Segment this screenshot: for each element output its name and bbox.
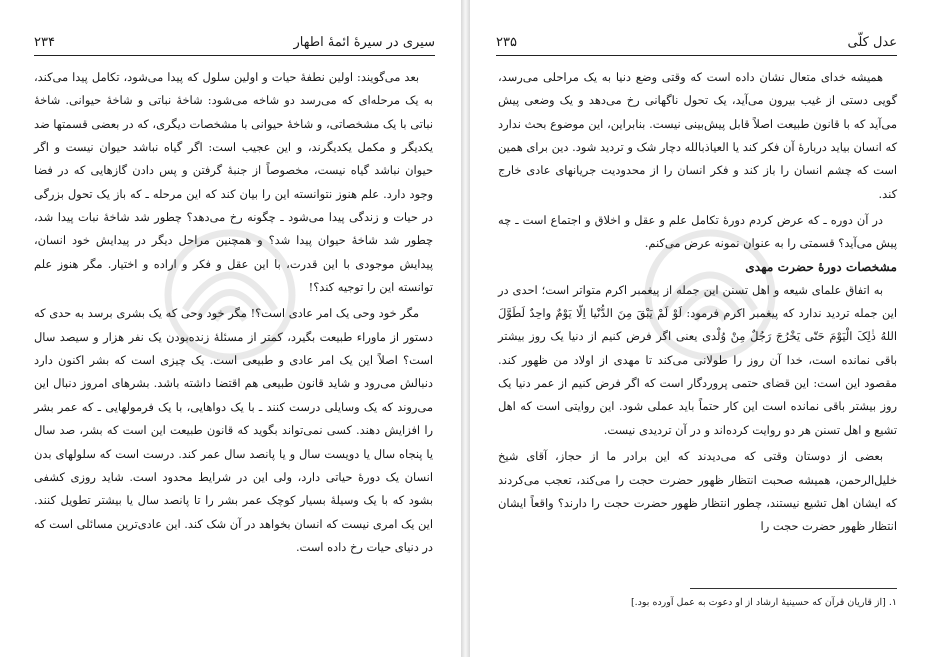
footnote: ۱. [از قاریان قرآن که حسینیهٔ ارشاد از او دعوت به عمل آورده بود.] — [630, 597, 897, 608]
section-heading: مشخصات دورهٔ حضرت مهدی — [745, 259, 897, 274]
footnote-divider — [690, 588, 897, 589]
left-page-body — [34, 66, 433, 559]
right-paragraph-1: همیشه خدای متعال نشان داده است که وقتی وضع دنیا به یک مراحلی می‌رسد، گویی دستی از غیب بیرون می‌آید، یک تحول ناگهانی رخ می‌دهد و یک وضعی پیش می‌آید که با قانون طبیعت اصلاً قابل پیش‌بینی نیست. بنابراین، این موضوع بحث ندارد که انسان بیاید دربارهٔ آن فکر کند یا العیاذبالله دچار شک و تردید شود. دین برای همین است که چشم انسان را باز کند و فکر انسان را از محدودیت جریانهای عادی خارج کند. — [498, 70, 897, 201]
right-page — [470, 0, 931, 657]
right-header-title: عدل کلّی — [847, 35, 897, 50]
right-paragraph-4: بعضی از دوستان وقتی که می‌دیدند که این برادر ما از حجاز، آقای شیخ خلیل‌الرحمن، همیشه صحبت انتظار ظهور حضرت حجت را می‌کند، تعجب می‌کردند که ایشان اهل تشیع نیستند، چطور انتظار ظهور حضرت حجت را دارند؟ واقعاً ایشان انتظار ظهور حضرت حجت را — [498, 449, 897, 534]
right-running-header — [496, 33, 897, 56]
left-header-title: سیری در سیرهٔ ائمهٔ اطهار — [293, 35, 435, 50]
left-paragraph-2: مگر خود وحی یک امر عادی است؟! مگر خود وحی که یک بشری برسد به حدی که دستور از ماوراء طبیعت بگیرد، کمتر از مسئلهٔ زنده‌بودن یک نفر هزار و سیصد سال است؟ اصلاً این یک امر عادی و طبیعی است. یک چیزی است که بشر اکنون دارد دنبالش می‌رود و شاید قانون طبیعی هم اقتضا داشته باشد. بشرهای امروز دنبال این می‌روند که یک وسایلی درست کنند ـ با یک دواهایی، با یک فرمولهایی ـ که عمر بشر را افزایش دهند. کسی نمی‌تواند بگوید که قانون طبیعت این است که بشر، صد سال یا پنجاه سال یا دویست سال و یا پانصد سال عمر کند. درست است که سلولهای بدن انسان یک دورهٔ حیاتی دارد، ولی این در شرایط محدود است. شاید روزی کشفی بشود که با یک وسیلهٔ بسیار کوچک عمر بشر را تا پانصد سال یا بیشتر تطویل کنند. این یک امری نیست که انسان بخواهد در آن شک کند. این عادی‌ترین مسائلی است که در دنیای حیات رخ داده است. — [34, 306, 433, 554]
right-paragraph-2: در آن دوره ـ که عرض کردم دورهٔ تکامل علم و عقل و اخلاق و اجتماع است ـ چه پیش می‌آید؟ قسمتی را به عنوان نمونه عرض می‌کنم. — [498, 213, 897, 251]
right-paragraph-3: به اتفاق علمای شیعه و اهل تسنن این جمله از پیغمبر اکرم متواتر است؛ احدی در این جمله تردید ندارد که پیغمبر اکرم فرمود: لَوْ لَمْ یَبْقَ مِنَ الدُّنْیا اِلّا یَوْمٌ واحِدٌ لَطَوَّلَ اللهُ ذٰلِکَ الْیَوْمَ حَتّی یَخْرُجَ رَجُلٌ مِنْ وُلْدی یعنی اگر فرض کنیم از دنیا یک روز بیشتر باقی نمانده است، خدا آن روز را طولانی می‌کند تا مهدی از اولاد من ظهور کند. مقصود این است: این قضای حتمی پروردگار است که اگر فرض کنیم از عمر دنیا یک روز بیشتر باقی نمانده است این کار حتماً باید عملی شود. این روایتی است که اهل تشیع و اهل تسنن هر دو روایت کرده‌اند و در آن تردیدی نیست. — [498, 282, 897, 437]
book-spine — [461, 0, 470, 657]
left-paragraph-1: بعد می‌گویند: اولین نطفهٔ حیات و اولین سلول که پیدا می‌شود، تکامل پیدا می‌کند، به یک مرحله‌ای که می‌رسد دو شاخه می‌شود: شاخهٔ نباتی و شاخهٔ حیوانی. شاخهٔ نباتی با یک مشخصاتی، و شاخهٔ حیوانی با مشخصات دیگری، که در بعضی قسمتها ضد یکدیگر و مکمل یکدیگرند، و این عجیب است: اگر گیاه نباشد حیوان نیست و اگر حیوان نباشد گیاه نیست، مخصوصاً از جنبهٔ گرفتن و پس دادن گازهایی که در فضا وجود دارد. علم هنوز نتوانسته این را بیان کند که این مرحله ـ که باز یک تحول بزرگی در حیات و زندگی پیدا می‌شود ـ چگونه رخ می‌دهد؟ چطور شد شاخهٔ نبات پیدا شد، چطور شد شاخهٔ حیوان پیدا شد؟ و همچنین مراحل دیگر در پیدایش خود انسان، پیدایش موجودی با این قدرت، با این عقل و فکر و اراده و اختیار. مگر هنوز علم توانسته این را توجیه کند؟! — [34, 70, 433, 295]
right-page-body — [498, 66, 897, 539]
left-page-number: ۲۳۴ — [34, 35, 55, 50]
left-running-header — [34, 33, 435, 56]
left-page — [0, 0, 461, 657]
right-page-number: ۲۳۵ — [496, 35, 517, 50]
